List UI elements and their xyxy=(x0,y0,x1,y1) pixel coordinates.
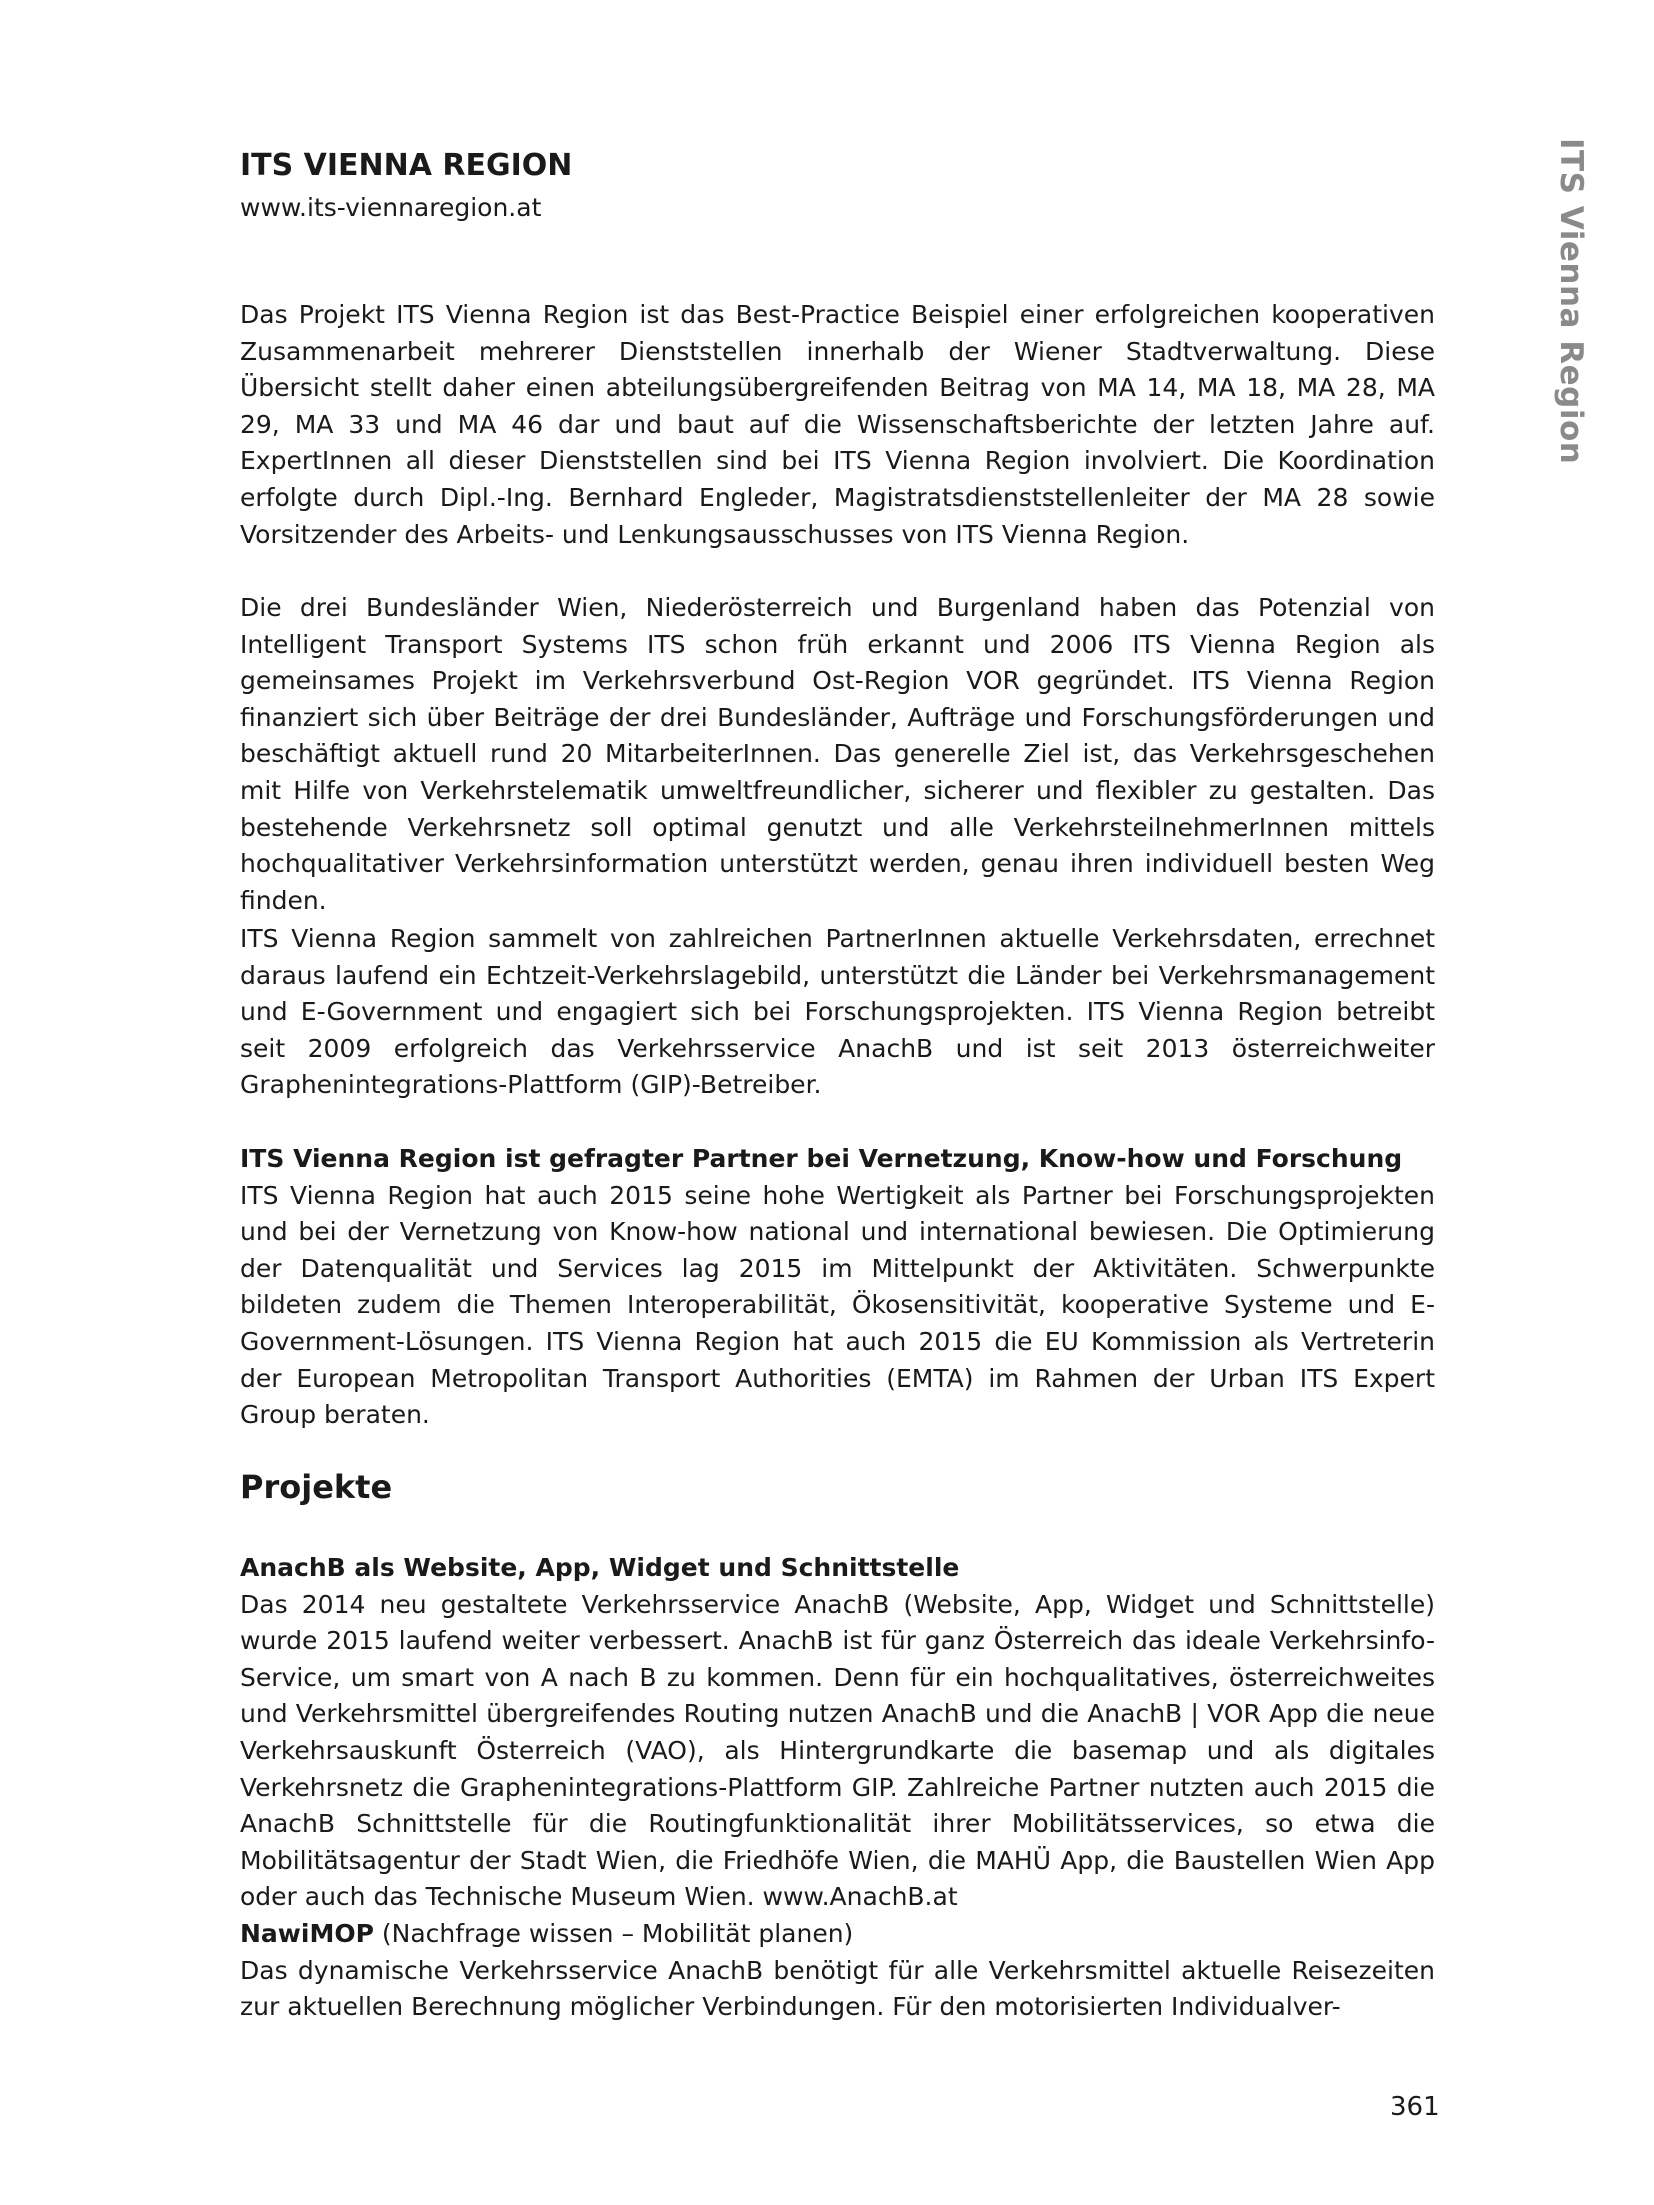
nawimop-section xyxy=(240,1916,1435,2026)
nawimop-heading-rest: (Nachfrage wissen – Mobilität planen) xyxy=(373,1919,854,1948)
anachb-heading: AnachB als Website, App, Widget und Schnittstelle xyxy=(240,1553,960,1582)
partner-section-text: ITS Vienna Region hat auch 2015 seine hohe Wertigkeit als Partner bei Forschungsprojekten und bei der Vernetzung von Know-how national und international bewiesen. Die Optimierung der Datenqualität und Services lag 2015 im Mittelpunkt der Aktivitäten. Schwerpunkte bildeten zudem die Themen Interoperabilität, Ökosensitivität, kooperative Systeme und E-Government-Lösungen. ITS Vienna Region hat auch 2015 die EU Kommission als Vertreterin der European Metropolitan Transport Authorities (EMTA) im Rahmen der Urban ITS Expert Group beraten. xyxy=(240,1180,1435,1430)
projekte-heading: Projekte xyxy=(240,1468,393,1506)
partner-section-heading: ITS Vienna Region ist gefragter Partner bei Vernetzung, Know-how und Forschung xyxy=(240,1144,1403,1173)
partner-section xyxy=(240,1141,1435,1434)
intro-paragraph: Das Projekt ITS Vienna Region ist das Best-Practice Beispiel einer erfolgreichen kooperativen Zusammenarbeit mehrerer Dienststellen innerhalb der Wiener Stadtverwaltung. Diese Übersicht stellt daher einen abteilungsübergreifenden Beitrag von MA 14, MA 18, MA 28, MA 29, MA 33 und MA 46 dar und baut auf die Wissenschaftsberichte der letzten Jahre auf. ExpertInnen all dieser Dienststellen sind bei ITS Vienna Region involviert. Die Koordination erfolgte durch Dipl.-Ing. Bernhard Engleder, Magistratsdienststellenleiter der MA 28 sowie Vorsitzender des Arbeits- und Lenkungsausschusses von ITS Vienna Region. xyxy=(240,300,1435,549)
page-title: ITS VIENNA REGION xyxy=(240,148,573,183)
bundeslaender-paragraph: Die drei Bundesländer Wien, Niederösterreich und Burgenland haben das Potenzial von Intelligent Transport Systems ITS schon früh erkannt und 2006 ITS Vienna Region als gemeinsames Projekt im Verkehrsverbund Ost-Region VOR gegründet. ITS Vienna Region finanziert sich über Beiträge der drei Bundesländer, Aufträge und Forschungsförderungen und beschäftigt aktuell rund 20 MitarbeiterInnen. Das generelle Ziel ist, das Verkehrsgeschehen mit Hilfe von Verkehrstelematik umweltfreundlicher, sicherer und flexibler zu gestalten. Das bestehende Verkehrsnetz soll optimal genutzt und alle VerkehrsteilnehmerInnen mittels hochqualitativer Verkehrsinformation unterstützt werden, genau ihren individuell besten Weg finden. xyxy=(240,593,1435,915)
page-number: 361 xyxy=(1390,2092,1440,2122)
side-section-label: ITS Vienna Region xyxy=(1553,138,1589,465)
anachb-text: Das 2014 neu gestaltete Verkehrsservice AnachB (Website, App, Widget und Schnittstelle) wurde 2015 laufend weiter verbessert. AnachB ist für ganz Österreich das ideale Verkehrsinfo-Service, um smart von A nach B zu kommen. Denn für ein hochqualitatives, österreichweites und Verkehrsmittel übergreifendes Routing nutzen AnachB und die AnachB | VOR App die neue Verkehrsauskunft Österreich (VAO), als Hintergrundkarte die basemap und als digitales Verkehrsnetz die Graphenintegrations-Plattform GIP. Zahlreiche Partner nutzten auch 2015 die AnachB Schnittstelle für die Routingfunktionalität ihrer Mobilitätsservices, so etwa die Mobilitätsagentur der Stadt Wien, die Friedhöfe Wien, die MAHÜ App, die Baustellen Wien App oder auch das Technische Museum Wien. www.AnachB.at xyxy=(240,1589,1435,1912)
nawimop-text: Das dynamische Verkehrsservice AnachB benötigt für alle Verkehrsmittel aktuelle Reisezeiten zur aktuellen Berechnung möglicher Verbindungen. Für den motorisierten Individualver- xyxy=(240,1955,1435,2022)
anachb-section xyxy=(240,1550,1435,1916)
nawimop-heading-line xyxy=(240,1916,1435,1953)
website-url: www.its-viennaregion.at xyxy=(240,193,542,222)
partner-data-paragraph: ITS Vienna Region sammelt von zahlreichen PartnerInnen aktuelle Verkehrsdaten, errechnet daraus laufend ein Echtzeit-Verkehrslagebild, unterstützt die Länder bei Verkehrsmanagement und E-Government und engagiert sich bei Forschungsprojekten. ITS Vienna Region betreibt seit 2009 erfolgreich das Verkehrsservice AnachB und ist seit 2013 österreichweiter Graphenintegrations-Plattform (GIP)-Betreiber. xyxy=(240,924,1435,1100)
nawimop-heading-bold: NawiMOP xyxy=(240,1919,374,1948)
